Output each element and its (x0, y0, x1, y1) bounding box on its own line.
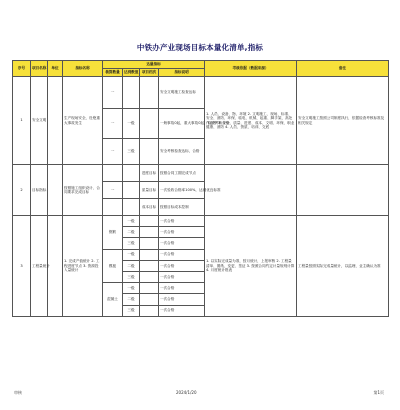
sub-3: 成本目标 (140, 199, 159, 216)
sub-2: 三级 (123, 139, 140, 165)
sub-3 (140, 216, 159, 227)
sub-3 (140, 294, 159, 305)
footer-left: 审核 (14, 390, 22, 395)
sub-4: 一次合格 (159, 216, 205, 227)
sub-2: 三级 (123, 305, 140, 316)
note-cell (297, 165, 389, 216)
header-no: 序号 (13, 61, 31, 77)
sub-1: 一 (103, 109, 123, 139)
sub-4: 一次合格 (159, 260, 205, 271)
sub-2: 一级 (123, 109, 140, 139)
sub-2: 一级 (123, 283, 140, 294)
target-cell: 按照施工组织设计、合同要求完成目标 (63, 165, 103, 216)
sub-4: 一次合格 (159, 271, 205, 282)
sub-4: 一次合格 (159, 305, 205, 316)
basis-cell: 1. 人员、设备、物、环境 2. 文明施工、现场、标准、安全、消防、环保、临电、机械、起重、脚手架、高处作业等 3. 安全、质量、进度、成本、文明、环保、职业健康、消防 4. 人员、资质、培训、交底 (205, 77, 297, 165)
sub-1: 一 (103, 182, 123, 199)
sub-3 (140, 238, 159, 249)
item-name: 安全文明 (31, 77, 48, 165)
sub-2 (123, 77, 140, 109)
sub-4: 一般事故0起，重大事故0起，检查考核合格 (159, 109, 205, 139)
sub-1: 一 (103, 139, 123, 165)
header-unit: 单位 (48, 61, 63, 77)
unit-cell (48, 165, 63, 216)
sub-1 (103, 165, 123, 182)
sub-1: 一 (103, 77, 123, 109)
sub-4: 一次合格 (159, 238, 205, 249)
note-cell: 工程量按照实际完成量统计，以监理、业主确认为准 (297, 216, 389, 317)
row-number: 2 (13, 165, 31, 216)
sub-4: 一次合格 (159, 294, 205, 305)
sub-4: 按照合同工期完成节点 (159, 165, 205, 182)
group-label: 混凝土 (103, 283, 123, 317)
sub-4: 安全考核检查达标，合格 (159, 139, 205, 165)
sub-2 (123, 199, 140, 216)
sub-3 (140, 227, 159, 238)
header-basis: 考核依据（数据来源） (205, 61, 297, 77)
footer-right: 第1页 (373, 390, 384, 395)
header-target: 指标名称 (63, 61, 103, 77)
header-sub-2: 达到数值 (123, 69, 140, 77)
sub-3 (140, 109, 159, 139)
header-group: 达量指标 (103, 61, 205, 69)
table-row (13, 165, 389, 182)
sub-2: 三级 (123, 271, 140, 282)
table-row (13, 77, 389, 109)
footer-center: 2024/1/20 (176, 390, 197, 395)
header-row-1 (13, 61, 389, 69)
sub-4: 一次验收合格率100%，达到优良标准 (159, 182, 205, 199)
sub-3: 进度目标 (140, 165, 159, 182)
note-cell: 安全文明施工按照公司制度执行，依据检查考核标准及相关规定 (297, 77, 389, 165)
group-label: 钢筋 (103, 216, 123, 250)
sub-2: 二级 (123, 260, 140, 271)
sub-3 (140, 260, 159, 271)
sub-2: 二级 (123, 294, 140, 305)
sub-3 (140, 249, 159, 260)
sub-3 (140, 271, 159, 282)
sub-3 (140, 77, 159, 109)
row-number: 1 (13, 77, 31, 165)
sub-2: 二级 (123, 227, 140, 238)
sub-3: 质量目标 (140, 182, 159, 199)
sub-4: 安全文明施工检查达标 (159, 77, 205, 109)
sub-4: 一次合格 (159, 283, 205, 294)
page-footer (0, 390, 400, 400)
group-label: 模板 (103, 249, 123, 283)
header-item: 项目名称 (31, 61, 48, 77)
header-note: 备注 (297, 61, 389, 77)
header-sub-1: 核算数量 (103, 69, 123, 77)
sub-3 (140, 305, 159, 316)
basis-cell: 1. 以实际完成量为准，按月统计，上报审核 2. 工程量清单、图纸、变更、签证 3. 按照合同约定计量规则计算 4. 月度统计报表 (205, 216, 297, 317)
sub-2: 一级 (123, 216, 140, 227)
sub-3 (140, 283, 159, 294)
row-number: 3 (13, 216, 31, 317)
header-sub-3: 项目档次 (140, 69, 159, 77)
item-name: 目标指标 (31, 165, 48, 216)
table-row (13, 216, 389, 227)
sub-2 (123, 165, 140, 182)
header-sub-4: 指标说明 (159, 69, 205, 77)
sub-2: 一级 (123, 249, 140, 260)
sub-2 (123, 182, 140, 199)
sub-2: 三级 (123, 238, 140, 249)
target-cell: 1. 完成产值统计 2. 工程进度节点 3. 资源投入量统计 (63, 216, 103, 317)
sub-4: 一次合格 (159, 249, 205, 260)
sub-1 (103, 199, 123, 216)
quantification-table (12, 60, 389, 317)
unit-cell (48, 77, 63, 165)
page-title: 中铁办产业现场目标本量化清单,指标 (136, 43, 264, 52)
target-cell: 生产现场安全，杜绝重大事故发生 (63, 77, 103, 165)
sub-4: 一次合格 (159, 227, 205, 238)
item-name: 工程量统计 (31, 216, 48, 317)
sub-3 (140, 139, 159, 165)
sub-4: 按照目标成本控制 (159, 199, 205, 216)
